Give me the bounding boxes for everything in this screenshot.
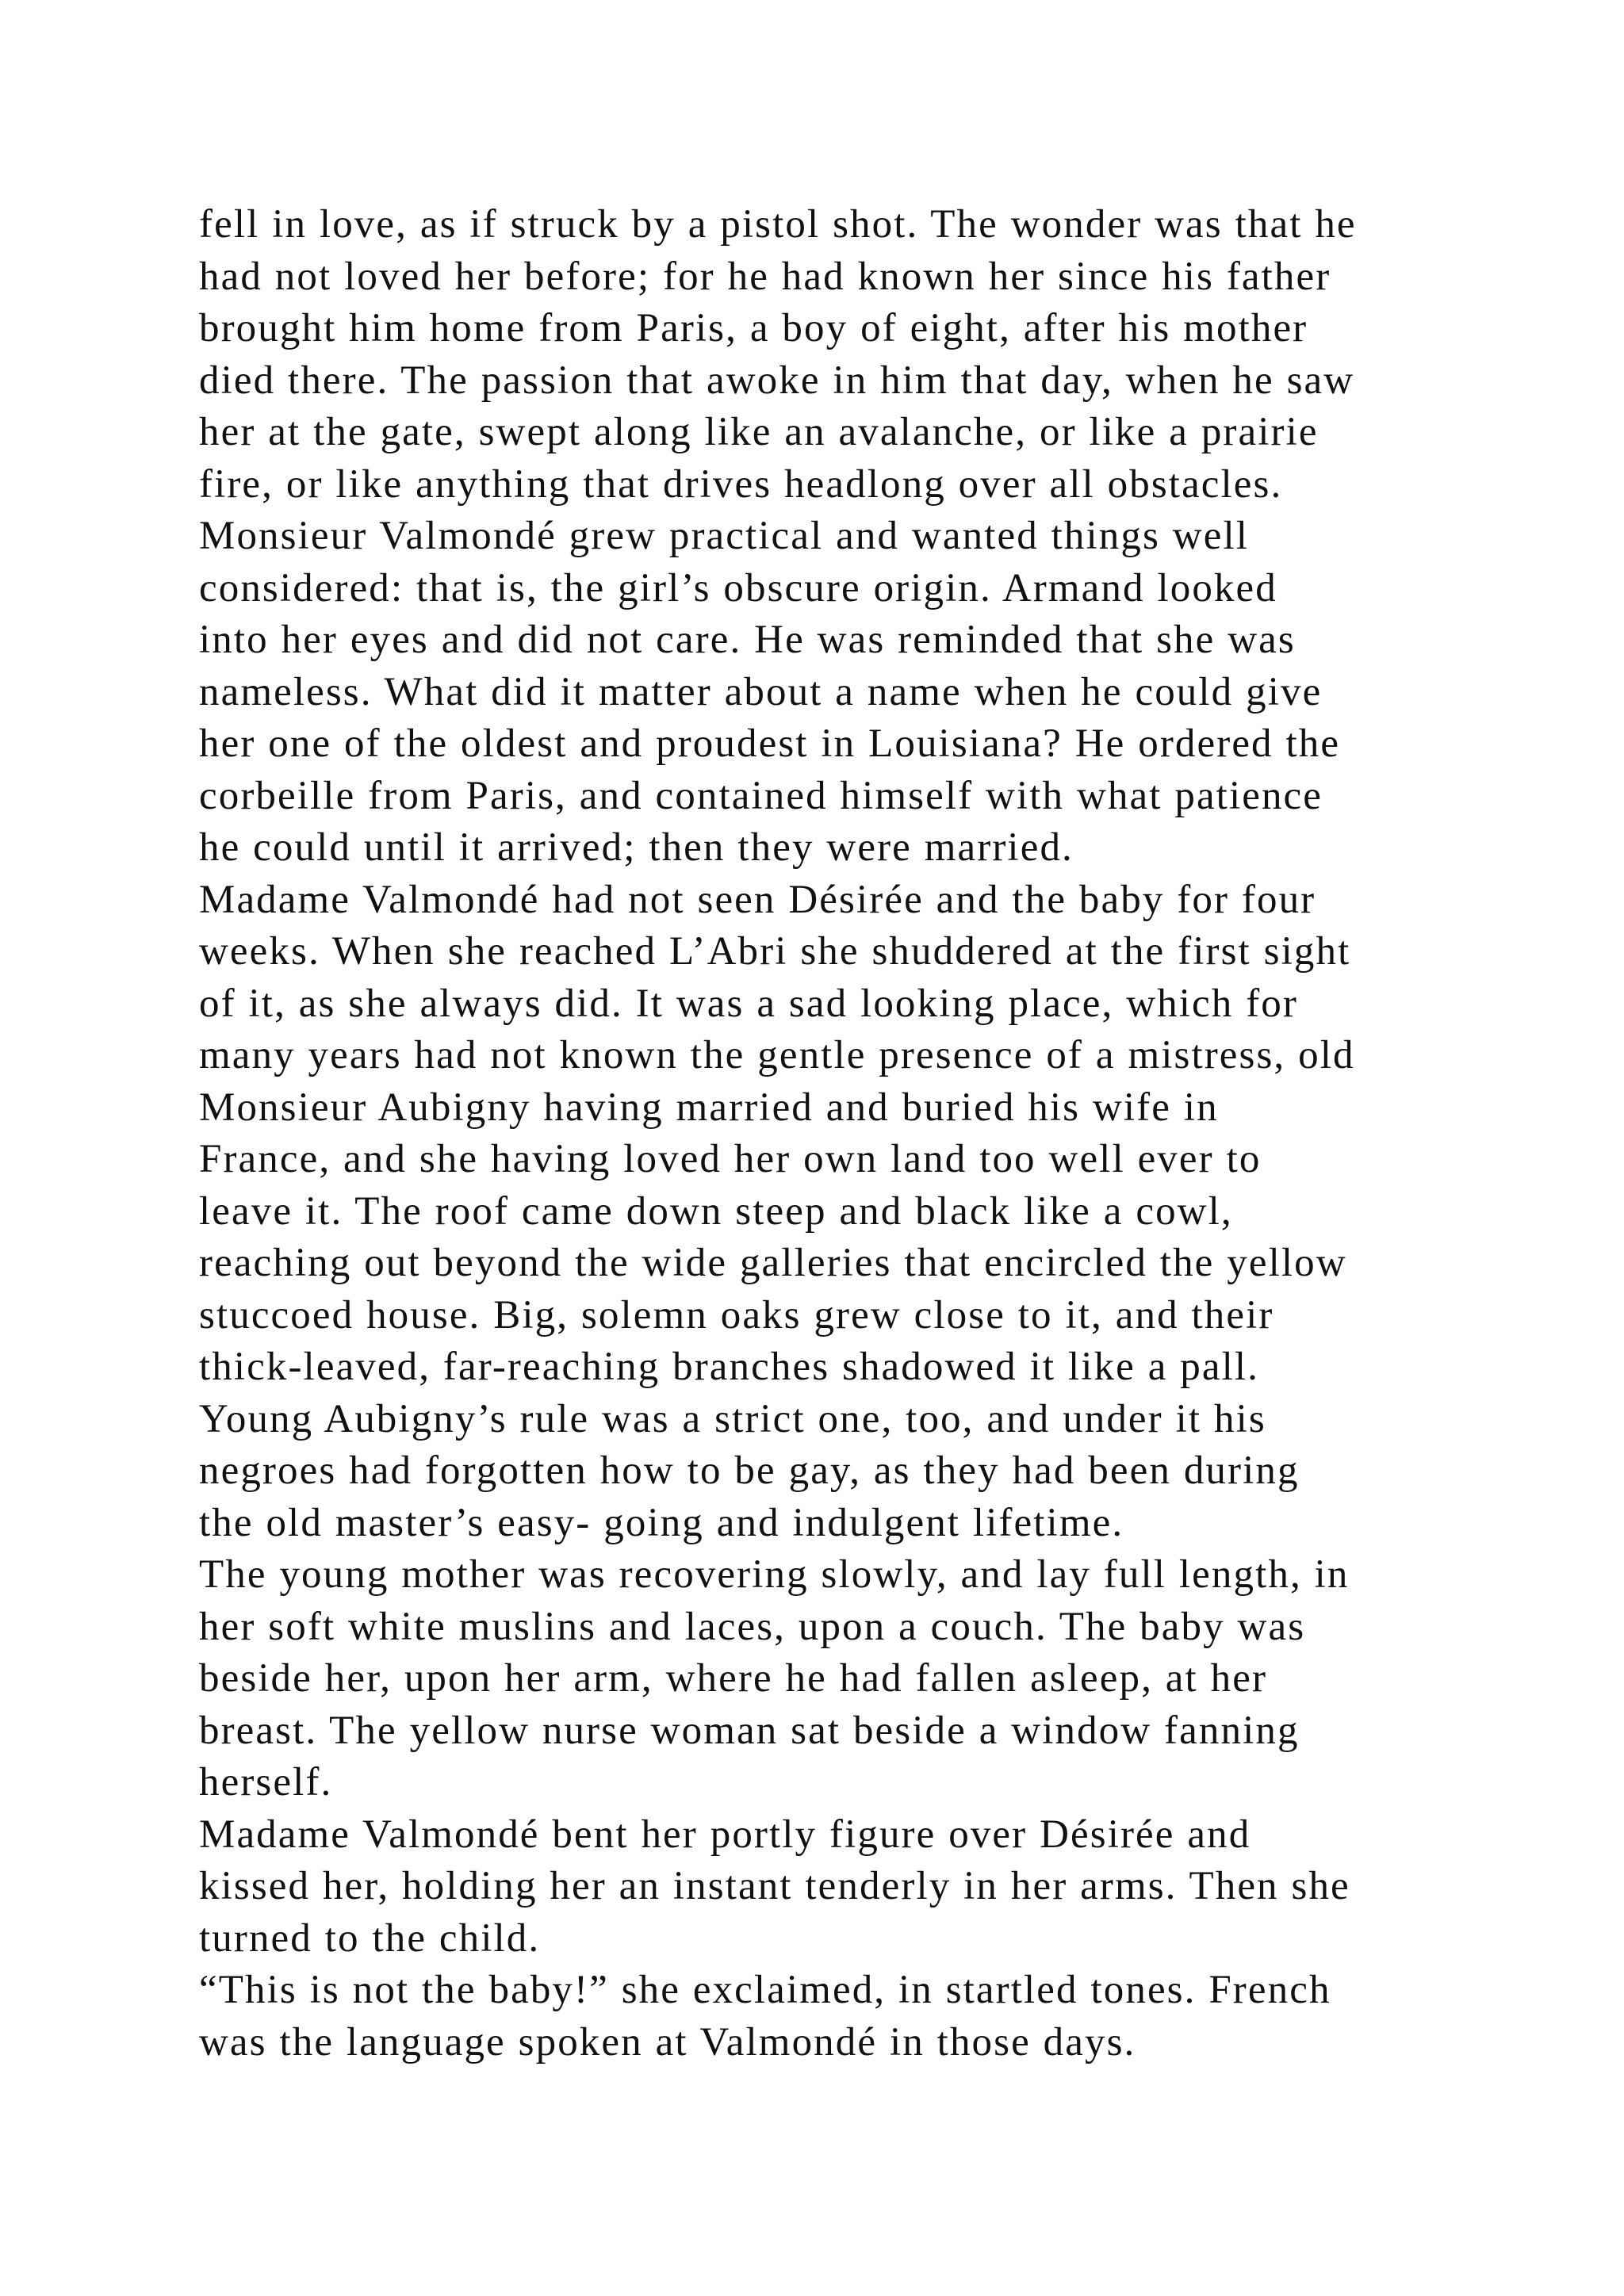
text-line: he could until it arrived; then they were married. (199, 825, 1074, 870)
text-line: beside her, upon her arm, where he had fallen asleep, at her (199, 1656, 1268, 1701)
text-line: her at the gate, swept along like an avalanche, or like a prairie (199, 410, 1319, 454)
text-line: fire, or like anything that drives headlong over all obstacles. (199, 461, 1283, 507)
text-line: nameless. What did it matter about a name when he could give (199, 669, 1323, 714)
text-line: was the language spoken at Valmondé in those days. (199, 2019, 1136, 2064)
text-line: fell in love, as if struck by a pistol shot. The wonder was that he (199, 202, 1357, 247)
text-line: had not loved her before; for he had known her since his father (199, 254, 1331, 299)
text-line: her soft white muslins and laces, upon a couch. The baby was (199, 1604, 1306, 1649)
text-line: leave it. The roof came down steep and black like a cowl, (199, 1188, 1233, 1234)
text-line: Madame Valmondé bent her portly figure over Désirée and (199, 1812, 1251, 1857)
text-line: stuccoed house. Big, solemn oaks grew close to it, and their (199, 1292, 1274, 1337)
text-line: breast. The yellow nurse woman sat beside a window fanning (199, 1708, 1300, 1753)
text-line: Monsieur Aubigny having married and buried his wife in (199, 1085, 1219, 1130)
body-text (199, 199, 1452, 2068)
text-line: into her eyes and did not care. He was reminded that she was (199, 618, 1296, 662)
text-line: turned to the child. (199, 1915, 541, 1961)
text-line: kissed her, holding her an instant tenderly in her arms. Then she (199, 1864, 1350, 1908)
text-line: negroes had forgotten how to be gay, as they had been during (199, 1448, 1300, 1493)
text-line: weeks. When she reached L’Abri she shuddered at the first sight (199, 929, 1351, 974)
text-line: of it, as she always did. It was a sad looking place, which for (199, 981, 1298, 1026)
text-line: the old master’s easy- going and indulgent lifetime. (199, 1500, 1124, 1545)
text-line: reaching out beyond the wide galleries that encircled the yellow (199, 1241, 1347, 1285)
text-line: Madame Valmondé had not seen Désirée and the baby for four (199, 877, 1316, 922)
text-line: considered: that is, the girl’s obscure origin. Armand looked (199, 565, 1277, 610)
text-line: corbeille from Paris, and contained himself with what patience (199, 773, 1323, 818)
text-line: herself. (199, 1760, 333, 1804)
text-line: “This is not the baby!” she exclaimed, in startled tones. French (199, 1968, 1331, 2012)
text-line: her one of the oldest and proudest in Louisiana? He ordered the (199, 721, 1341, 766)
text-line: thick-leaved, far-reaching branches shadowed it like a pall. (199, 1345, 1260, 1389)
text-line: many years had not known the gentle presence of a mistress, old (199, 1033, 1355, 1077)
text-line: Monsieur Valmondé grew practical and wanted things well (199, 514, 1249, 558)
text-line: Young Aubigny’s rule was a strict one, too, and under it his (199, 1396, 1266, 1441)
text-line: brought him home from Paris, a boy of eight, after his mother (199, 306, 1308, 350)
text-line: died there. The passion that awoke in him that day, when he saw (199, 358, 1355, 403)
text-line: The young mother was recovering slowly, and lay full length, in (199, 1552, 1350, 1597)
text-line: France, and she having loved her own land too well ever to (199, 1137, 1262, 1181)
